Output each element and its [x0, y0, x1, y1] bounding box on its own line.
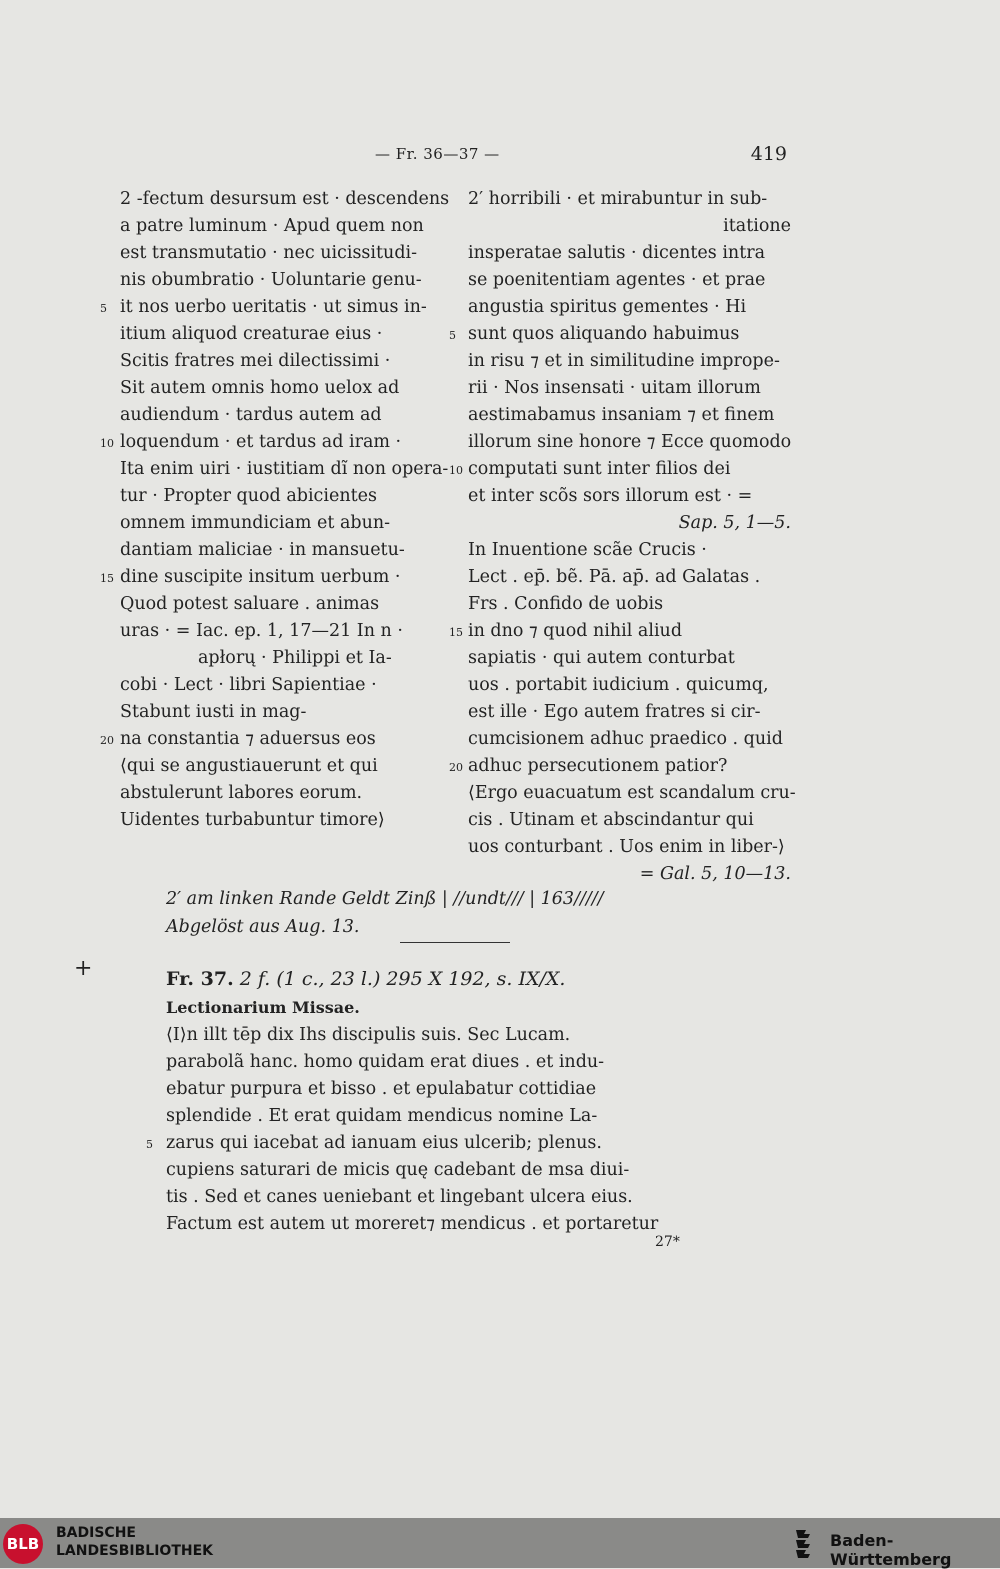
line-text: computati sunt inter filios dei — [468, 459, 731, 479]
line-text: Uidentes turbabuntur timore⟩ — [120, 810, 385, 830]
line-text: ⟨Ergo euacuatum est scandalum cru- — [468, 783, 796, 803]
line-text: sunt quos aliquando habuimus — [468, 324, 740, 344]
line-text: uos conturbant . Uos enim in liber-⟩ — [468, 837, 785, 857]
line-text: ⟨I⟩n illt tēp dix Ihs discipulis suis. Sec Lucam. — [166, 1025, 571, 1045]
line-text: se poenitentiam agentes · et prae — [468, 270, 766, 290]
line-number: 20 — [100, 734, 114, 747]
line-text: cis . Utinam et abscindantur qui — [468, 810, 754, 830]
text-line — [120, 672, 442, 699]
text-line — [120, 213, 442, 240]
line-text: dantiam maliciae · in mansuetu- — [120, 540, 405, 560]
footer-bar — [0, 1518, 1000, 1568]
line-text: na constantia ⁊ aduersus eos — [120, 729, 376, 749]
line-text: est transmutatio · nec uicissitudi- — [120, 243, 418, 263]
text-line — [449, 618, 791, 645]
text-line — [166, 1103, 726, 1130]
line-text: Quod potest saluare . animas — [120, 594, 380, 614]
line-number: 15 — [100, 572, 114, 585]
line-text: Factum est autem ut moreret⁊ mendicus . et portaretur — [166, 1214, 659, 1234]
line-number: 5 — [449, 329, 456, 342]
text-line — [449, 321, 791, 348]
text-line — [120, 402, 442, 429]
text-line — [468, 402, 791, 429]
text-line — [120, 483, 442, 510]
text-line — [120, 591, 442, 618]
text-line — [120, 348, 442, 375]
fragment-subtitle: Lectionarium Missae. — [166, 998, 360, 1017]
text-line — [120, 510, 442, 537]
text-line — [468, 672, 791, 699]
line-text: est ille · Ego autem fratres si cir- — [468, 702, 761, 722]
text-line — [468, 645, 791, 672]
line-text: tis . Sed et canes ueniebant et lingebant ulcera eius. — [166, 1187, 633, 1207]
text-line — [468, 699, 791, 726]
text-line — [468, 564, 791, 591]
running-title: — Fr. 36—37 — — [375, 145, 500, 163]
text-line — [120, 321, 442, 348]
line-text: itium aliquod creaturae eius · — [120, 324, 383, 344]
line-text: splendide . Et erat quidam mendicus nomine La- — [166, 1106, 598, 1126]
line-text: Ita enim uiri · iustitiam dĩ non opera- — [120, 459, 449, 479]
text-line — [166, 1211, 726, 1238]
line-text: Sit autem omnis homo uelox ad — [120, 378, 400, 398]
text-line — [166, 1184, 726, 1211]
line-text: insperatae salutis · dicentes intra — [468, 243, 766, 263]
library-name[interactable] — [56, 1524, 213, 1560]
text-line — [146, 1130, 726, 1157]
line-text: zarus qui iacebat ad ianuam eius ulcerib; plenus. — [166, 1133, 602, 1153]
line-number: 5 — [146, 1138, 153, 1151]
text-line — [449, 456, 791, 483]
line-text: in risu ⁊ et in similitudine imprope- — [468, 351, 780, 371]
text-line — [100, 294, 442, 321]
line-text: Sap. 5, 1—5. — [678, 513, 791, 533]
line-text: = Gal. 5, 10—13. — [639, 864, 791, 884]
text-line — [166, 1076, 726, 1103]
right-column — [449, 186, 796, 888]
text-line — [468, 267, 791, 294]
line-text: ⟨qui se angustiauerunt et qui — [120, 756, 378, 776]
line-text: Frs . Confido de uobis — [468, 594, 664, 614]
line-text: 2 -fectum desursum est · descendens — [120, 189, 450, 209]
line-text: in dno ⁊ quod nihil aliud — [468, 621, 683, 641]
text-line — [468, 213, 791, 240]
fragment-37 — [146, 964, 726, 1238]
text-line — [100, 726, 442, 753]
line-number: 15 — [449, 626, 463, 639]
state-name[interactable]: Baden-Württemberg — [830, 1531, 952, 1569]
signature-mark: 27* — [655, 1234, 680, 1250]
fragment-heading — [166, 964, 726, 994]
text-line — [468, 375, 791, 402]
line-text: audiendum · tardus autem ad — [120, 405, 382, 425]
text-line — [120, 186, 450, 213]
line-text: aestimabamus insaniam ⁊ et finem — [468, 405, 775, 425]
section-divider — [400, 942, 510, 943]
line-text: tur · Propter quod abicientes — [120, 486, 377, 506]
text-line — [468, 591, 791, 618]
text-line — [468, 186, 791, 213]
left-column — [100, 186, 450, 834]
text-line — [120, 375, 442, 402]
line-number: 5 — [100, 302, 107, 315]
text-line — [468, 537, 791, 564]
line-text: uos . portabit iudicium . quicumq, — [468, 675, 769, 695]
line-text: omnem immundiciam et abun- — [120, 513, 391, 533]
line-text: parabolã hanc. homo quidam erat diues . et indu- — [166, 1052, 605, 1072]
baden-wuerttemberg-lions-icon[interactable] — [792, 1526, 822, 1560]
text-line — [468, 294, 791, 321]
line-text: loquendum · et tardus ad iram · — [120, 432, 402, 452]
library-name-line1: BADISCHE — [56, 1525, 136, 1541]
text-line — [468, 483, 791, 510]
text-line — [120, 645, 442, 672]
text-line — [120, 699, 442, 726]
library-name-line2: LANDESBIBLIOTHEK — [56, 1543, 214, 1559]
line-text: adhuc persecutionem patior? — [468, 756, 728, 776]
text-line — [120, 618, 442, 645]
page-header — [0, 145, 1000, 167]
text-line — [468, 348, 791, 375]
line-text: 2′ horribili · et mirabuntur in sub- — [468, 189, 768, 209]
text-line — [166, 1049, 726, 1076]
line-text: ebatur purpura et bisso . et epulabatur cottidiae — [166, 1079, 597, 1099]
fragment-number: Fr. 37. — [166, 968, 234, 990]
text-line — [468, 429, 791, 456]
text-line — [468, 807, 791, 834]
text-line — [120, 807, 442, 834]
text-line — [100, 429, 442, 456]
line-text: In Inuentione scãe Crucis · — [468, 540, 707, 560]
text-line — [166, 1022, 726, 1049]
line-text: apłorų · Philippi et Ia- — [198, 648, 392, 668]
text-line — [468, 726, 791, 753]
text-line — [120, 456, 449, 483]
line-text: a patre luminum · Apud quem non — [120, 216, 424, 236]
line-text: dine suscipite insitum uerbum · — [120, 567, 401, 587]
line-text: cumcisionem adhuc praedico . quid — [468, 729, 783, 749]
line-text: Lect . ep̄. bẽ. Pā. ap̄. ad Galatas . — [468, 567, 761, 587]
line-number: 10 — [449, 464, 463, 477]
line-text: cobi · Lect · libri Sapientiae · — [120, 675, 377, 695]
line-text: angustia spiritus gementes · Hi — [468, 297, 747, 317]
line-text: sapiatis · qui autem conturbat — [468, 648, 735, 668]
line-text: it nos uerbo ueritatis · ut simus in- — [120, 297, 427, 317]
text-line — [120, 537, 442, 564]
line-number: 10 — [100, 437, 114, 450]
text-line — [468, 780, 796, 807]
text-line — [449, 753, 791, 780]
margin-mark: + — [74, 956, 93, 981]
line-text: illorum sine honore ⁊ Ecce quomodo — [468, 432, 792, 452]
text-line — [120, 753, 442, 780]
text-line — [120, 780, 442, 807]
line-text: itatione — [723, 216, 791, 236]
text-line — [120, 267, 442, 294]
footnote-line: Abgelöst aus Aug. 13. — [166, 917, 360, 937]
text-line — [468, 834, 791, 861]
page-number: 419 — [750, 143, 787, 165]
line-text: abstulerunt labores eorum. — [120, 783, 363, 803]
line-text: et inter scõs sors illorum est · = — [468, 486, 753, 506]
line-text: Stabunt iusti in mag- — [120, 702, 307, 722]
line-text: Scitis fratres mei dilectissimi · — [120, 351, 391, 371]
line-number: 20 — [449, 761, 463, 774]
text-line — [100, 564, 442, 591]
fragment-description: 2 f. (1 c., 23 l.) 295 X 192, s. IX/X. — [239, 968, 566, 990]
line-text: nis obumbratio · Uoluntarie genu- — [120, 270, 422, 290]
text-line — [468, 510, 791, 537]
blb-logo-icon[interactable]: BLB — [3, 1524, 43, 1564]
text-line — [166, 1157, 726, 1184]
line-text: cupiens saturari de micis quę cadebant de msa diui- — [166, 1160, 630, 1180]
footnote — [166, 885, 604, 941]
fragment-text — [146, 1022, 726, 1238]
text-line — [468, 240, 791, 267]
text-line — [468, 861, 791, 888]
footnote-line: 2′ am linken Rande Geldt Zinß | //undt/// | 163///// — [166, 889, 604, 909]
line-text: rii · Nos insensati · uitam illorum — [468, 378, 761, 398]
line-text: uras · = Iac. ep. 1, 17—21 In n · — [120, 621, 403, 641]
text-line — [120, 240, 442, 267]
